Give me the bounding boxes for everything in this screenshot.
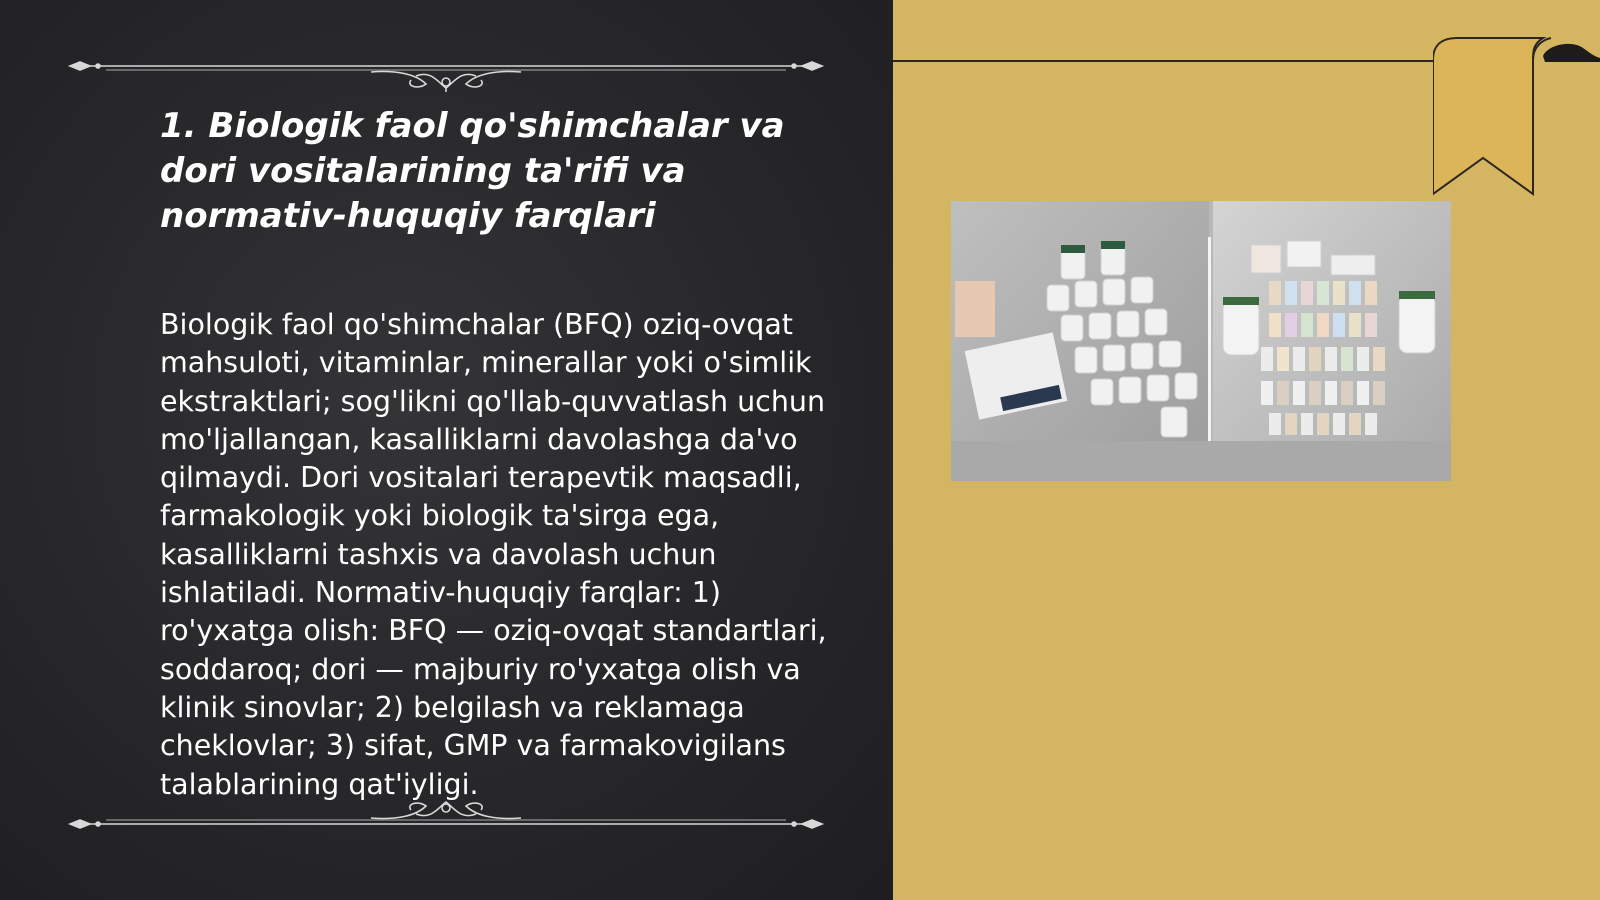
supplements-photo	[951, 201, 1451, 481]
bookmark-ribbon-icon	[1433, 36, 1600, 198]
bottom-flourish-divider-icon	[66, 780, 826, 830]
accent-divider-line	[893, 60, 1438, 62]
top-flourish-divider-icon	[66, 42, 826, 92]
slide-body-text: Biologik faol qo'shimchalar (BFQ) oziq-ovqat mahsuloti, vitaminlar, minerallar yoki o'simlik ekstraktlari; sog'likni qo'llab-quvvatlash uchun mo'ljallangan, kasalliklarni davolashga da'vo qilmaydi. Dori vositalari terapevtik maqsadli, farmakologik yoki biologik ta'sirga ega, kasalliklarni tashxis va davolash uchun ishlatiladi. Normativ-huquqiy farqlar: 1) ro'yxatga olish: BFQ — oziq-ovqat standartlari, soddaroq; dori — majburiy ro'yxatga olish va klinik sinovlar; 2) belgilash va reklamaga cheklovlar; 3) sifat, GMP va farmakovigilans talablarining qat'iyligi.	[160, 308, 827, 801]
slide-title: 1. Biologik faol qo'shimchalar va dori vositalarining ta'rifi va normativ-huquqiy farqlari	[160, 106, 785, 236]
